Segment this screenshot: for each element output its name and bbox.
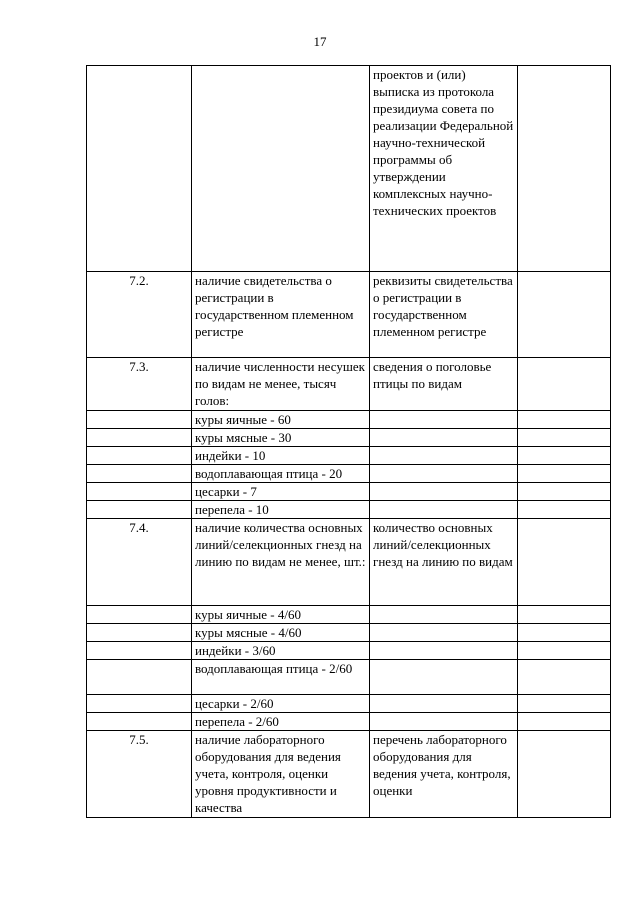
- table-row: [87, 731, 611, 818]
- row-number-cell: [87, 66, 192, 272]
- table-row: [87, 272, 611, 358]
- document-cell: [370, 429, 518, 447]
- page-number: 17: [313, 34, 327, 49]
- note-cell: [518, 66, 611, 272]
- table-row: [87, 606, 611, 624]
- row-number-cell: [87, 465, 192, 483]
- document-cell: [370, 606, 518, 624]
- criterion-cell: индейки - 10: [192, 447, 370, 465]
- criterion-cell: перепела - 10: [192, 501, 370, 519]
- row-number-cell: [87, 642, 192, 660]
- note-cell: [518, 483, 611, 501]
- document-cell: сведения о поголовье птицы по видам: [370, 358, 518, 411]
- table-row: [87, 519, 611, 606]
- table-row: [87, 624, 611, 642]
- row-number-cell: [87, 447, 192, 465]
- criterion-cell: цесарки - 2/60: [192, 695, 370, 713]
- table-row: [87, 660, 611, 695]
- row-number-cell: 7.3.: [87, 358, 192, 411]
- note-cell: [518, 624, 611, 642]
- note-cell: [518, 447, 611, 465]
- note-cell: [518, 272, 611, 358]
- table-row: [87, 411, 611, 429]
- note-cell: [518, 713, 611, 731]
- table-row: [87, 695, 611, 713]
- criterion-cell: цесарки - 7: [192, 483, 370, 501]
- criteria-table: [86, 65, 611, 818]
- row-number-cell: 7.4.: [87, 519, 192, 606]
- criterion-cell: наличие численности несушек по видам не менее, тысяч голов:: [192, 358, 370, 411]
- criterion-cell: куры мясные - 4/60: [192, 624, 370, 642]
- table-row: [87, 642, 611, 660]
- criterion-cell: куры яичные - 4/60: [192, 606, 370, 624]
- row-number-cell: [87, 483, 192, 501]
- table-row: [87, 501, 611, 519]
- row-number-cell: [87, 429, 192, 447]
- criterion-cell: наличие количества основных линий/селекционных гнезд на линию по видам не менее, шт.:: [192, 519, 370, 606]
- criterion-cell: перепела - 2/60: [192, 713, 370, 731]
- note-cell: [518, 642, 611, 660]
- table-row: [87, 429, 611, 447]
- note-cell: [518, 429, 611, 447]
- document-cell: количество основных линий/селекционных гнезд на линию по видам: [370, 519, 518, 606]
- criterion-cell: куры яичные - 60: [192, 411, 370, 429]
- note-cell: [518, 519, 611, 606]
- document-cell: [370, 624, 518, 642]
- document-cell: [370, 411, 518, 429]
- note-cell: [518, 606, 611, 624]
- row-number-cell: [87, 713, 192, 731]
- table-row: [87, 483, 611, 501]
- row-number-cell: [87, 606, 192, 624]
- document-cell: [370, 447, 518, 465]
- document-cell: перечень лабораторного оборудования для ведения учета, контроля, оценки: [370, 731, 518, 818]
- document-cell: проектов и (или) выписка из протокола президиума совета по реализации Федеральной научно-технической программы об утверждении комплексных научно-технических проектов: [370, 66, 518, 272]
- table-row: [87, 465, 611, 483]
- table-row: [87, 447, 611, 465]
- note-cell: [518, 660, 611, 695]
- criterion-cell: [192, 66, 370, 272]
- criterion-cell: водоплавающая птица - 20: [192, 465, 370, 483]
- document-cell: [370, 713, 518, 731]
- note-cell: [518, 731, 611, 818]
- table-row: [87, 713, 611, 731]
- row-number-cell: [87, 660, 192, 695]
- document-cell: [370, 465, 518, 483]
- row-number-cell: [87, 695, 192, 713]
- note-cell: [518, 411, 611, 429]
- criterion-cell: куры мясные - 30: [192, 429, 370, 447]
- note-cell: [518, 465, 611, 483]
- row-number-cell: [87, 501, 192, 519]
- criterion-cell: наличие свидетельства о регистрации в государственном племенном регистре: [192, 272, 370, 358]
- document-cell: [370, 642, 518, 660]
- document-cell: [370, 501, 518, 519]
- note-cell: [518, 358, 611, 411]
- document-cell: [370, 660, 518, 695]
- row-number-cell: 7.5.: [87, 731, 192, 818]
- row-number-cell: 7.2.: [87, 272, 192, 358]
- document-cell: [370, 483, 518, 501]
- row-number-cell: [87, 624, 192, 642]
- criterion-cell: индейки - 3/60: [192, 642, 370, 660]
- document-cell: реквизиты свидетельства о регистрации в государственном племенном регистре: [370, 272, 518, 358]
- document-cell: [370, 695, 518, 713]
- table-row: [87, 66, 611, 272]
- table-row: [87, 358, 611, 411]
- note-cell: [518, 501, 611, 519]
- criterion-cell: наличие лабораторного оборудования для ведения учета, контроля, оценки уровня продуктивности и качества: [192, 731, 370, 818]
- criterion-cell: водоплавающая птица - 2/60: [192, 660, 370, 695]
- note-cell: [518, 695, 611, 713]
- row-number-cell: [87, 411, 192, 429]
